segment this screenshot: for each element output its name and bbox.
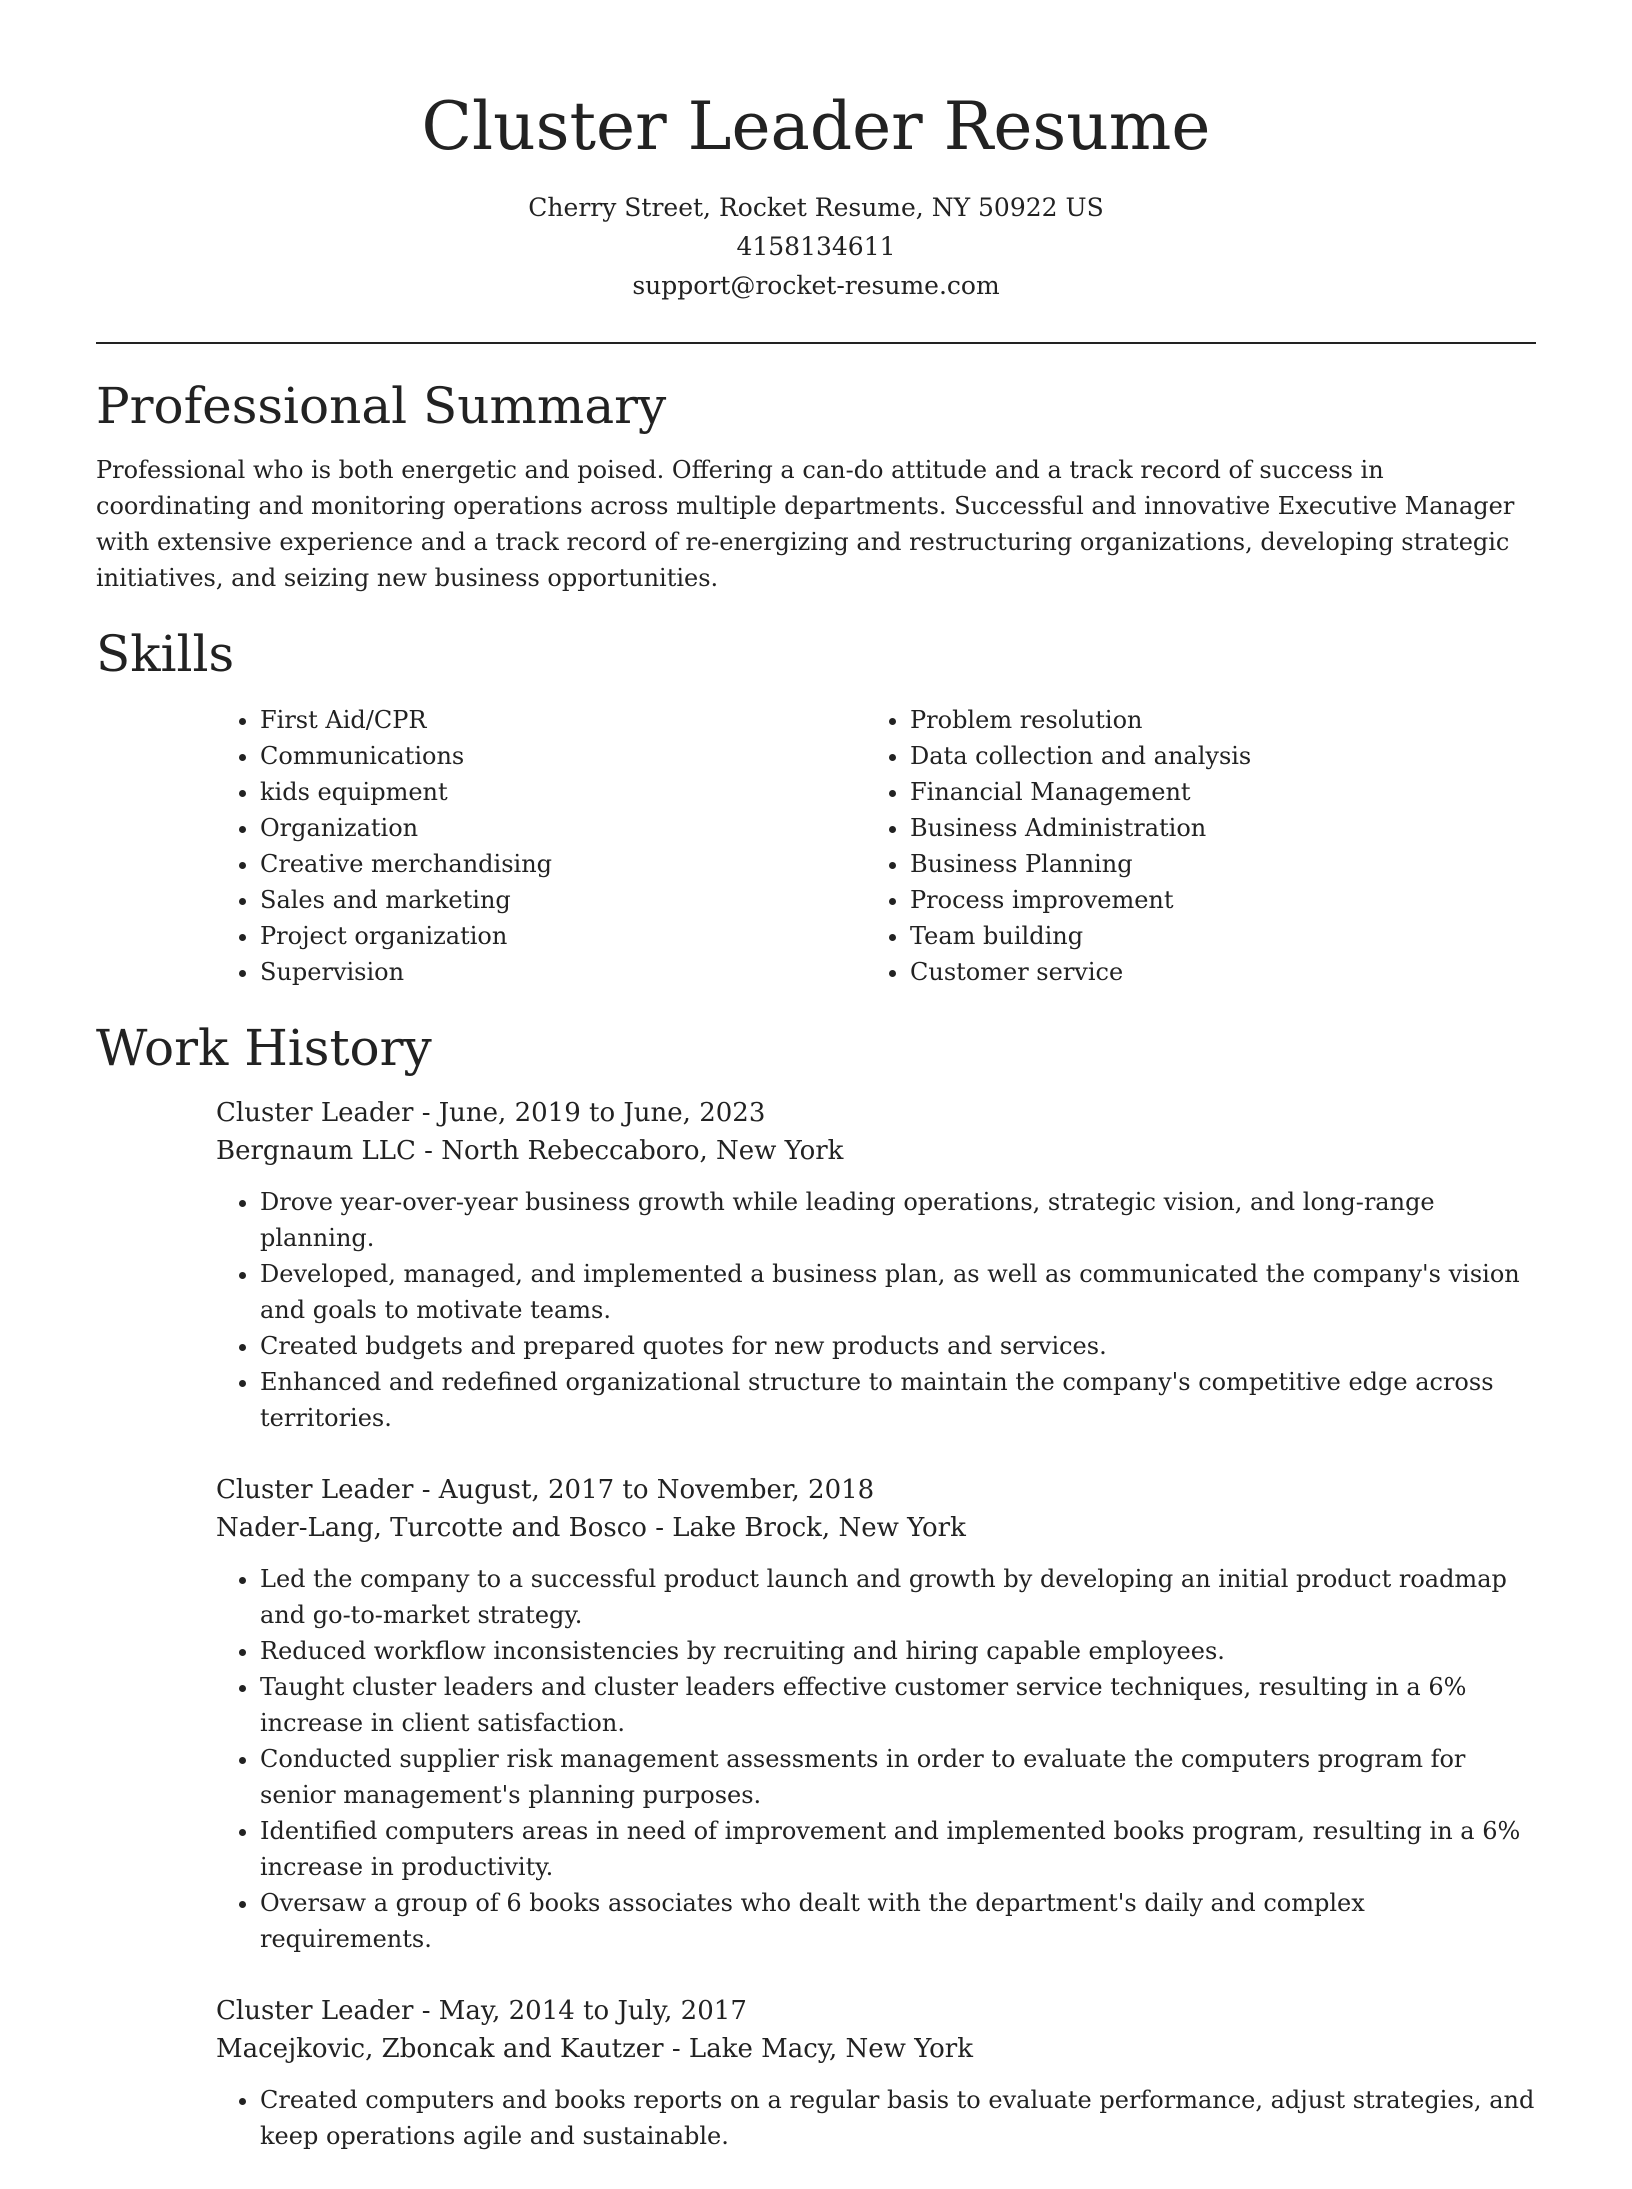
job-bullet: • Identified computers areas in need of improvement and implemented books program, resulting in a 6% increase in productivity. [260,1813,1536,1885]
job-title-dates: Cluster Leader - August, 2017 to November, 2018 [216,1475,875,1505]
summary-heading: Professional Summary [96,377,667,435]
job-bullet: • Led the company to a successful product launch and growth by developing an initial product roadmap and go-to-market strategy. [260,1561,1536,1633]
skill-item: • Supervision [260,954,866,990]
skills-list-left [216,702,866,990]
job-bullet: • Enhanced and redefined organizational structure to maintain the company's competitive edge across territories. [260,1364,1536,1436]
skill-item: • Business Administration [910,810,1516,846]
job-bullet: • Reduced workflow inconsistencies by recruiting and hiring capable employees. [260,1633,1536,1669]
work-section [96,1016,1536,2154]
address: Cherry Street, Rocket Resume, NY 50922 US [528,193,1104,222]
email: support@rocket-resume.com [632,271,1000,300]
skill-item: • Organization [260,810,866,846]
job-company-location: Nader-Lang, Turcotte and Bosco - Lake Brock, New York [216,1513,966,1543]
header-divider [96,342,1536,344]
skill-item: • kids equipment [260,774,866,810]
job-bullet: • Conducted supplier risk management assessments in order to evaluate the computers program for senior management's planning purposes. [260,1741,1536,1813]
resume-title: Cluster Leader Resume [421,88,1211,165]
job-company-location: Macejkovic, Zboncak and Kautzer - Lake Macy, New York [216,2034,973,2064]
skill-item: • Financial Management [910,774,1516,810]
skills-columns [216,702,1536,990]
job-bullets [96,1184,1536,1436]
skill-item: • Problem resolution [910,702,1516,738]
skill-item: • First Aid/CPR [260,702,866,738]
job-title-dates: Cluster Leader - June, 2019 to June, 2023 [216,1098,766,1128]
skill-item: • Sales and marketing [260,882,866,918]
resume-header [96,0,1536,305]
job-bullet: • Created computers and books reports on a regular basis to evaluate performance, adjust strategies, and keep operations agile and sustainable. [260,2082,1536,2154]
skill-item: • Creative merchandising [260,846,866,882]
job-bullet: • Created budgets and prepared quotes for new products and services. [260,1328,1536,1364]
skill-item: • Team building [910,918,1516,954]
job-bullets [96,1561,1536,1957]
skill-item: • Customer service [910,954,1516,990]
skills-heading: Skills [96,625,235,683]
skill-item: • Business Planning [910,846,1516,882]
job-title-dates: Cluster Leader - May, 2014 to July, 2017 [216,1996,747,2026]
job-bullet: • Taught cluster leaders and cluster leaders effective customer service techniques, resulting in a 6% increase in client satisfaction. [260,1669,1536,1741]
skills-section [96,622,1536,990]
job-entry [216,1471,1536,1957]
job-bullets [96,2082,1536,2154]
phone: 4158134611 [736,232,896,261]
job-bullet: • Drove year-over-year business growth while leading operations, strategic vision, and long-range planning. [260,1184,1536,1256]
work-heading: Work History [96,1019,432,1077]
resume-page [96,0,1536,2189]
job-company-location: Bergnaum LLC - North Rebeccaboro, New York [216,1136,844,1166]
summary-text: Professional who is both energetic and poised. Offering a can-do attitude and a track record of success in coordinating and monitoring operations across multiple departments. Successful and innovative Executive Manager with extensive experience and a track record of re-energizing and restructuring organizations, developing strategic initiatives, and seizing new business opportunities. [96,456,1515,592]
job-entry [216,1094,1536,1436]
skills-column-left [216,702,866,990]
job-entry [216,1992,1536,2154]
skills-column-right [866,702,1516,990]
skill-item: • Process improvement [910,882,1516,918]
job-bullet: • Oversaw a group of 6 books associates who dealt with the department's daily and complex requirements. [260,1885,1536,1957]
job-bullet: • Developed, managed, and implemented a business plan, as well as communicated the company's vision and goals to motivate teams. [260,1256,1536,1328]
skill-item: • Communications [260,738,866,774]
skills-list-right [866,702,1516,990]
jobs-list [216,1094,1536,2154]
contact-block [96,188,1536,305]
skill-item: • Data collection and analysis [910,738,1516,774]
summary-section [96,374,1536,596]
skill-item: • Project organization [260,918,866,954]
